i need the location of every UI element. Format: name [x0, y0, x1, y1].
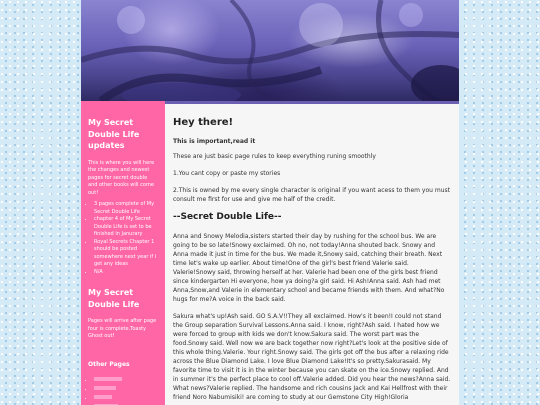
other-page-link[interactable] [94, 385, 158, 394]
other-page-link[interactable] [94, 376, 158, 385]
list-item: • N/A [94, 269, 158, 277]
list-item: • 3 pages complete of My Secret Double Life [94, 201, 158, 216]
page-title: Hey there! [173, 117, 234, 128]
story-paragraph-2: Sakura what's up!Ash said. GO S.A.V!!They all exclaimed. How's it been!I could not stand the Group separation Survival Lessons.Anna said. I know, right?Ash said. I hated how we were forced to group with kids we don't know.Sakura said. The worst part was the food.Snowy said. Well now we are back together now right?Let's look at the positive side of this whole thing.Valerie. Your right.Snowy said. The girls got off the bus after a relaxing ride across the Blue Diamond Lake. I love Blue Diamond Lake!It's so pretty.Sakurasaid. My favorite time to visit it is in the winter because you can skate on the ice.Snowy replied. And in summer it's the perfect place to cool off.Valerie added. Did you hear the news?Anna said. What news?Valerie replied. The handsome and rich cousins Jack and Kai Hellfrost with their friend Noro Nabumisiki! are coming to study at our Gemstone City High!Gloria [173, 313, 451, 401]
anime-night-scene-icon [81, 0, 459, 101]
other-pages-title: Other Pages [88, 360, 130, 368]
list-item: • chapter 4 of My Secret Double Life is set to be finished in Janurary [94, 216, 158, 239]
other-page-link[interactable] [94, 394, 158, 403]
sidebar-intro: This is where you will here the changes and newest pages for secret double and other books will come out! [88, 159, 155, 196]
rule-1: 1.You cant copy or paste my stories [173, 170, 281, 177]
header-banner-image [81, 0, 459, 101]
sidebar-title: My Secret Double Life updates [88, 118, 140, 150]
other-pages-list [88, 376, 158, 405]
sidebar-text-2: Pages will arrive after page four is complete,Toasty Ghost out! [88, 318, 157, 339]
story-title: --Secret Double Life-- [173, 212, 282, 222]
story-paragraph-1: Anna and Snowy Melodia,sisters started their day by rushing for the school bus. We are going to be so late!Snowy exclaimed. Oh no, not today!Anna shouted back. Snowy and Anna made it just in time for the bus. We made it,Snowy said, catching their breath. Next time let's wake up earlier. About time!One of the girl's best friend Valerie said. Valerie!Snowy said, throwing herself at her. Valerie had been one of the girls best friend since kindergarten Hi everyone, how ya doing?a girl said. Hi Ash!Anna said. Ash had met Anna,Snow,and Valerie in elementary school and became friends with them. And what?No hugs for me?A voice in the back said. [173, 233, 445, 303]
sidebar-title-2: My Secret Double Life [88, 288, 140, 309]
updates-list [88, 201, 158, 276]
main-content [165, 101, 459, 405]
rules-intro: These are just basic page rules to keep everything runing smoothly [173, 153, 376, 160]
sidebar [81, 101, 165, 405]
rule-2: 2.This is owned by me every single character is original if you want acess to them you must consult me first for use and give me half of the credit. [173, 187, 450, 203]
list-item: • Royal Secrets Chapter 1 should be posted somewhere next year if i get any ideas [94, 239, 158, 269]
important-note: This is important,read it [173, 138, 256, 145]
page-container [81, 0, 459, 405]
